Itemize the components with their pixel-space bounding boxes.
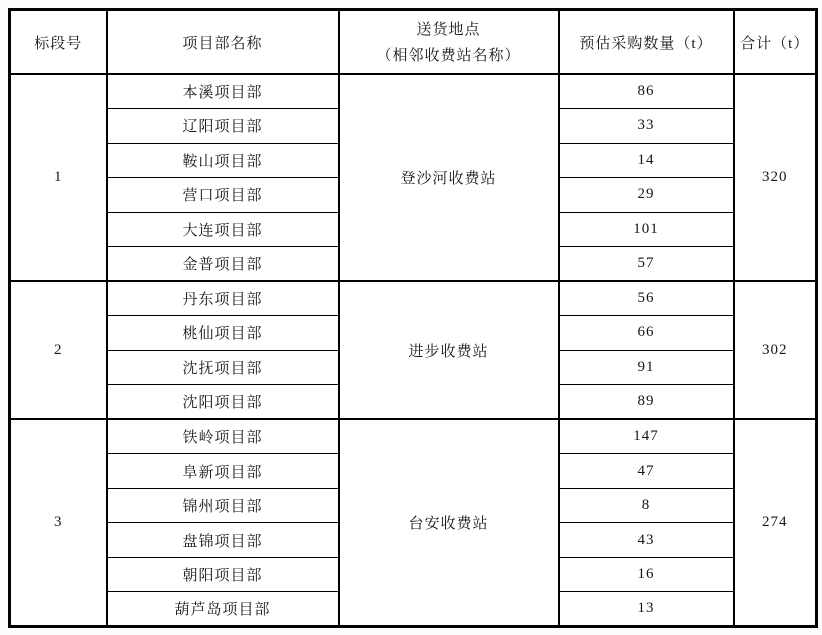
quantity-cell: 101 <box>559 212 734 247</box>
quantity-cell: 47 <box>559 454 734 489</box>
quantity-cell: 14 <box>559 143 734 178</box>
header-delivery-location-line1: 送货地点 <box>416 22 481 38</box>
header-row <box>10 10 817 75</box>
quantity-cell: 66 <box>559 316 734 351</box>
header-delivery-location-line2: （相邻收费站名称） <box>376 48 521 64</box>
project-name-cell: 鞍山项目部 <box>107 143 339 178</box>
quantity-cell: 16 <box>559 557 734 592</box>
quantity-cell: 33 <box>559 109 734 144</box>
project-name-cell: 大连项目部 <box>107 212 339 247</box>
project-name-cell: 丹东项目部 <box>107 281 339 316</box>
quantity-cell: 57 <box>559 247 734 282</box>
section-number-cell: 2 <box>10 281 107 419</box>
section-total-cell: 302 <box>734 281 817 419</box>
table-row <box>10 419 817 454</box>
header-section-number: 标段号 <box>10 10 107 75</box>
project-name-cell: 沈抚项目部 <box>107 350 339 385</box>
project-name-cell: 本溪项目部 <box>107 74 339 109</box>
delivery-station-cell: 进步收费站 <box>339 281 559 419</box>
project-name-cell: 铁岭项目部 <box>107 419 339 454</box>
project-name-cell: 桃仙项目部 <box>107 316 339 351</box>
header-project-name: 项目部名称 <box>107 10 339 75</box>
project-name-cell: 锦州项目部 <box>107 488 339 523</box>
project-name-cell: 营口项目部 <box>107 178 339 213</box>
quantity-cell: 91 <box>559 350 734 385</box>
quantity-cell: 89 <box>559 385 734 420</box>
quantity-cell: 56 <box>559 281 734 316</box>
section-total-cell: 320 <box>734 74 817 281</box>
delivery-station-cell: 台安收费站 <box>339 419 559 626</box>
quantity-cell: 13 <box>559 592 734 627</box>
project-name-cell: 朝阳项目部 <box>107 557 339 592</box>
header-estimated-quantity: 预估采购数量（t） <box>559 10 734 75</box>
section-number-cell: 3 <box>10 419 107 626</box>
project-name-cell: 盘锦项目部 <box>107 523 339 558</box>
quantity-cell: 43 <box>559 523 734 558</box>
table-row <box>10 281 817 316</box>
header-total: 合计（t） <box>734 10 817 75</box>
project-name-cell: 辽阳项目部 <box>107 109 339 144</box>
quantity-cell: 86 <box>559 74 734 109</box>
project-name-cell: 沈阳项目部 <box>107 385 339 420</box>
quantity-cell: 8 <box>559 488 734 523</box>
table-row <box>10 74 817 109</box>
project-name-cell: 阜新项目部 <box>107 454 339 489</box>
project-name-cell: 葫芦岛项目部 <box>107 592 339 627</box>
section-number-cell: 1 <box>10 74 107 281</box>
quantity-cell: 147 <box>559 419 734 454</box>
quantity-cell: 29 <box>559 178 734 213</box>
project-name-cell: 金普项目部 <box>107 247 339 282</box>
header-delivery-location <box>339 10 559 75</box>
section-total-cell: 274 <box>734 419 817 626</box>
delivery-station-cell: 登沙河收费站 <box>339 74 559 281</box>
procurement-quantity-table <box>8 8 818 628</box>
